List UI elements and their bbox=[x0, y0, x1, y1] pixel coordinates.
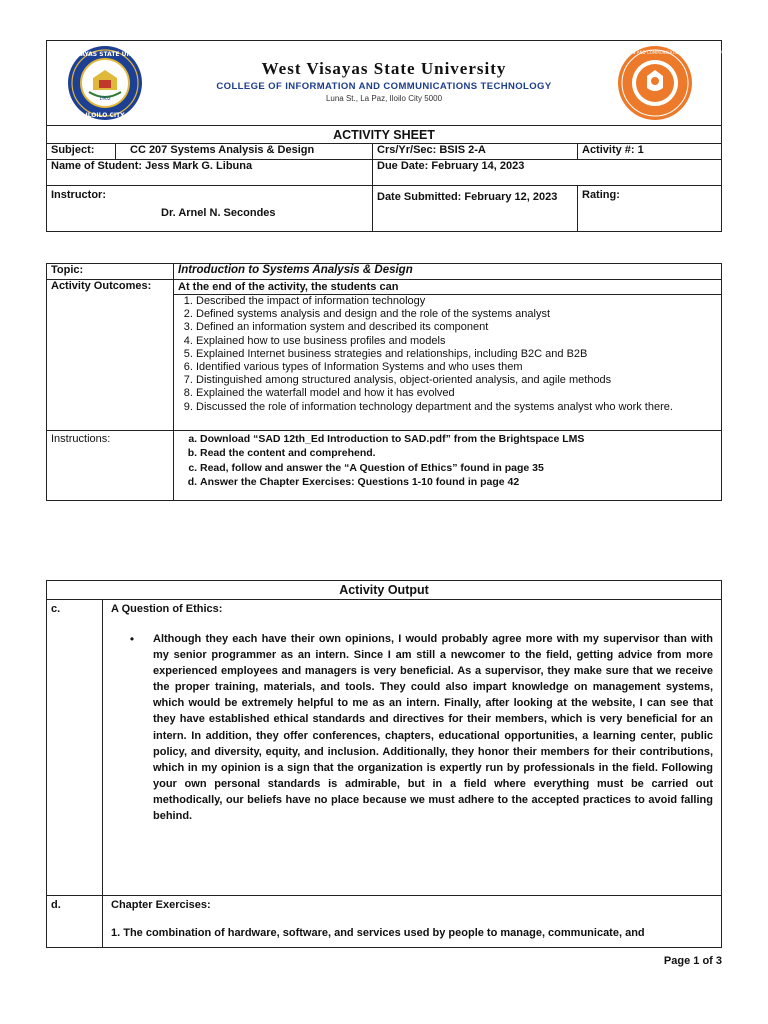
student-name: Name of Student: Jess Mark G. Libuna bbox=[47, 160, 373, 186]
ethics-answer-text: Although they each have their own opinions, I would probably agree more with my supervisor than with my senior programmer as an intern. Since I am still a newcomer to the field, getting advice from more experienced employees and managers is very beneficial. As a supervisor, they make sure that we receive the proper training, materials, and tools. They could also impart knowledge on management systems, which would be extremely helpful to me as an intern. Finally, after looking at the website, I can see that they have established ethical standards and directives for their members, which is very beneficial for an intern. In addition, they offer conferences, chapters, educational opportunities, a learning center, public policy, and diversity, equity, and inclusion. Additionally, they honor their members for their contributions, which in my opinion is a sign that the organization is expertly run by professionals in the field. Following your own personal standards is admirable, but in a field where everything must be carried out methodically, our beliefs have no place because we must adhere to the accepted practices to avoid falling behind. bbox=[153, 633, 713, 823]
activity-number: Activity #: 1 bbox=[578, 144, 722, 160]
section-d-heading: Chapter Exercises: bbox=[111, 899, 211, 911]
exercise-line: 1. The combination of hardware, software, and services used by people to manage, communicate, and bbox=[111, 927, 645, 939]
topic-table bbox=[46, 263, 722, 501]
outcome-item: 3. Defined an information system and described its component bbox=[196, 321, 721, 334]
instructor-cell bbox=[47, 186, 373, 232]
activity-output-title: Activity Output bbox=[47, 581, 722, 600]
activity-output-table bbox=[46, 580, 722, 948]
outcome-item: 1. Described the impact of information technology bbox=[196, 295, 721, 308]
bullet-icon: • bbox=[129, 632, 135, 646]
outcomes-intro: At the end of the activity, the students can bbox=[174, 280, 721, 295]
instructions-label: Instructions: bbox=[47, 430, 174, 500]
outcomes-label: Activity Outcomes: bbox=[47, 280, 174, 431]
outcome-item: 6. Identified various types of Information Systems and who uses them bbox=[196, 361, 721, 374]
seal-text-top: WEST VISAYAS STATE UNIVERSITY bbox=[47, 51, 163, 58]
topic-label: Topic: bbox=[47, 264, 174, 280]
cict-seal-logo bbox=[580, 44, 730, 122]
instruction-item: b. Read the content and comprehend. bbox=[200, 446, 717, 461]
seal-ring-text: COLLEGE OF INFORMATION AND COMMUNICATIONS TECHNOLOGY · WVSU bbox=[580, 50, 730, 55]
section-c-cell bbox=[103, 600, 722, 896]
section-d-label: d. bbox=[47, 896, 103, 948]
date-submitted: Date Submitted: February 12, 2023 bbox=[373, 186, 578, 232]
topic-value: Introduction to Systems Analysis & Design bbox=[174, 264, 722, 280]
instruction-item: d. Answer the Chapter Exercises: Questions 1-10 found in page 42 bbox=[200, 475, 717, 490]
instructions-cell bbox=[174, 430, 722, 500]
course-year-section: Crs/Yr/Sec: BSIS 2-A bbox=[373, 144, 578, 160]
section-d-cell bbox=[103, 896, 722, 948]
seal-year: 1902 bbox=[99, 97, 111, 102]
instructor-label: Instructor: bbox=[51, 189, 106, 201]
university-name: West Visayas State University bbox=[261, 59, 507, 78]
activity-info-table bbox=[46, 125, 722, 232]
outcomes-list bbox=[174, 295, 721, 430]
letterhead bbox=[46, 40, 730, 126]
instruction-item: c. Read, follow and answer the “A Question of Ethics” found in page 35 bbox=[200, 461, 717, 476]
outcome-item: 7. Distinguished among structured analysis, object-oriented analysis, and agile methods bbox=[196, 374, 721, 387]
outcome-item: 9. Discussed the role of information technology department and the systems analyst who work there. bbox=[196, 401, 721, 414]
ethics-answer bbox=[111, 631, 713, 824]
section-c-label: c. bbox=[47, 600, 103, 896]
outcome-item: 2. Defined systems analysis and design and the role of the systems analyst bbox=[196, 308, 721, 321]
section-c-heading: A Question of Ethics: bbox=[111, 603, 223, 615]
seal-text-bottom: ILOILO CITY bbox=[85, 112, 125, 119]
outcome-item: 5. Explained Internet business strategies and relationships, including B2C and B2B bbox=[196, 348, 721, 361]
subject-label: Subject: bbox=[47, 144, 116, 160]
due-date: Due Date: February 14, 2023 bbox=[373, 160, 722, 186]
instruction-item: a. Download “SAD 12th_Ed Introduction to SAD.pdf” from the Brightspace LMS bbox=[200, 432, 717, 447]
instructor-name: Dr. Arnel N. Secondes bbox=[161, 207, 276, 219]
subject-value: CC 207 Systems Analysis & Design bbox=[116, 144, 373, 160]
outcome-item: 4. Explained how to use business profiles and models bbox=[196, 335, 721, 348]
outcomes-cell bbox=[174, 280, 722, 431]
rating-label: Rating: bbox=[578, 186, 722, 232]
instructions-list bbox=[178, 432, 717, 490]
page-number: Page 1 of 3 bbox=[663, 955, 722, 967]
outcome-item: 8. Explained the waterfall model and how it has evolved bbox=[196, 387, 721, 400]
college-name: COLLEGE OF INFORMATION AND COMMUNICATIONS TECHNOLOGY bbox=[216, 81, 552, 92]
activity-sheet-title: ACTIVITY SHEET bbox=[47, 126, 722, 144]
university-address: Luna St., La Paz, Iloilo City 5000 bbox=[325, 94, 443, 103]
